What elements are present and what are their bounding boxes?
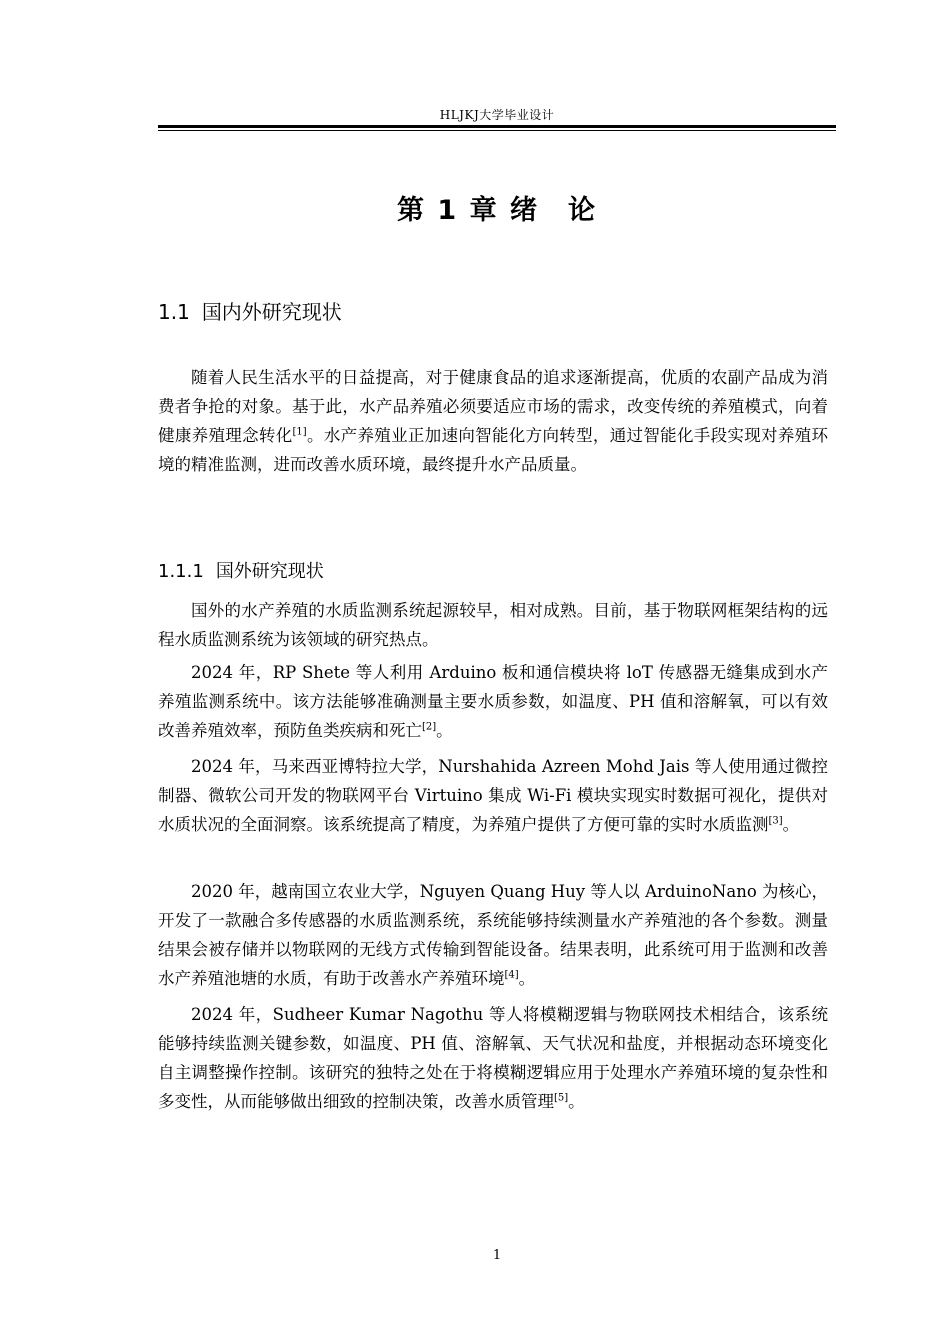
page-number: 1 (492, 1248, 502, 1263)
section-number: 1.1 (158, 300, 190, 324)
body-paragraph: 2024 年，马来西亚博特拉大学，Nurshahida Azreen Mohd Jais 等人使用通过微控制器、微软公司开发的物联网平台 Virtuino 集成 Wi-Fi 模块实现实时数据可视化，提供对水质状况的全面洞察。该系统提高了精度，为养殖户提供了方便可靠的实时水质监测[3]。 (158, 757, 828, 834)
chapter-title: 第 1 章 绪 论 (397, 195, 597, 226)
body-paragraph: 国外的水产养殖的水质监测系统起源较早，相对成熟。目前，基于物联网框架结构的远程水质监测系统为该领域的研究热点。 (158, 601, 828, 649)
subsection-heading (158, 557, 324, 583)
intro-paragraph: 随着人民生活水平的日益提高，对于健康食品的追求逐渐提高，优质的农副产品成为消费者争抢的对象。基于此，水产品养殖必须要适应市场的需求，改变传统的养殖模式，向着健康养殖理念转化[1]。水产养殖业正加速向智能化方向转型，通过智能化手段实现对养殖环境的精准监测，进而改善水质环境，最终提升水产品质量。 (158, 368, 829, 474)
header-rule-thick (158, 125, 836, 128)
subsection-number: 1.1.1 (158, 561, 204, 582)
citation-ref: [3] (768, 815, 783, 827)
citation-ref: [2] (422, 721, 437, 733)
header-rule-thin (158, 130, 836, 131)
body-paragraph: 2020 年，越南国立农业大学，Nguyen Quang Huy 等人以 ArduinoNano 为核心，开发了一款融合多传感器的水质监测系统，系统能够持续测量水产养殖池的各个参数。测量结果会被存储并以物联网的无线方式传输到智能设备。结果表明，此系统可用于监测和改善水产养殖池塘的水质，有助于改善水产养殖环境[4]。 (158, 882, 828, 988)
body-paragraph: 2024 年，RP Shete 等人利用 Arduino 板和通信模块将 loT 传感器无缝集成到水产养殖监测系统中。该方法能够准确测量主要水质参数，如温度、PH 值和溶解氧，可以有效改善养殖效率，预防鱼类疾病和死亡[2]。 (158, 663, 828, 740)
section-heading (158, 296, 342, 325)
citation-ref: [5] (554, 1092, 569, 1104)
citation-ref: [4] (504, 969, 519, 981)
section-title: 国内外研究现状 (201, 300, 342, 324)
running-header: HLJKJ大学毕业设计 (439, 108, 555, 122)
citation-ref: [1] (292, 426, 307, 438)
body-paragraph: 2024 年，Sudheer Kumar Nagothu 等人将模糊逻辑与物联网技术相结合，该系统能够持续监测关键参数，如温度、PH 值、溶解氧、天气状况和盐度，并根据动态环境变化自主调整操作控制。该研究的独特之处在于将模糊逻辑应用于处理水产养殖环境的复杂性和多变性，从而能够做出细致的控制决策，改善水质管理[5]。 (158, 1005, 828, 1111)
subsection-title: 国外研究现状 (215, 561, 324, 582)
